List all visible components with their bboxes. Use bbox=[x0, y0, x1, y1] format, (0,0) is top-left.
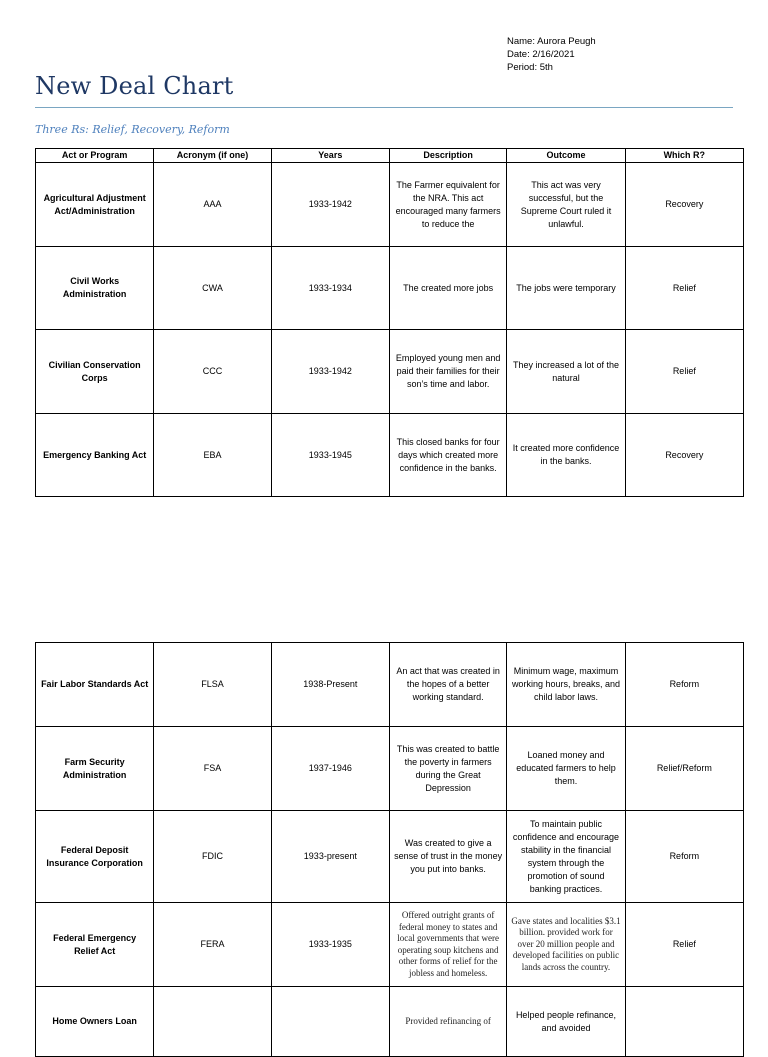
student-name: Name: Aurora Peugh bbox=[507, 36, 596, 47]
act-years: 1938-Present bbox=[271, 643, 389, 727]
act-name: Federal Deposit Insurance Corporation bbox=[36, 811, 154, 903]
act-years: 1933-present bbox=[271, 811, 389, 903]
table-row bbox=[36, 247, 744, 330]
act-outcome: To maintain public confidence and encourage stability in the financial system through the promotion of sound banking practices. bbox=[507, 811, 625, 903]
act-years bbox=[271, 987, 389, 1057]
act-outcome: They increased a lot of the natural bbox=[507, 330, 625, 414]
act-outcome: Gave states and localities $3.1 billion. provided work for over 20 million people and developed facilities on public lands across the country. bbox=[507, 903, 625, 987]
act-years: 1933-1934 bbox=[271, 247, 389, 330]
act-name: Civilian Conservation Corps bbox=[36, 330, 154, 414]
table-header-row bbox=[36, 149, 744, 163]
act-acronym: FLSA bbox=[154, 643, 271, 727]
table-row bbox=[36, 163, 744, 247]
act-name: Farm Security Administration bbox=[36, 727, 154, 811]
act-which-r: Recovery bbox=[625, 414, 743, 497]
act-description: Offered outright grants of federal money to states and local governments that were operating soup kitchens and other forms of relief for the jobless and homeless. bbox=[389, 903, 506, 987]
table-row bbox=[36, 727, 744, 811]
act-years: 1933-1942 bbox=[271, 330, 389, 414]
header-outcome: Outcome bbox=[507, 149, 625, 163]
act-description: The created more jobs bbox=[389, 247, 506, 330]
act-outcome: Helped people refinance, and avoided bbox=[507, 987, 625, 1057]
act-which-r: Relief bbox=[625, 247, 743, 330]
act-years: 1933-1942 bbox=[271, 163, 389, 247]
new-deal-table-page-2 bbox=[35, 642, 744, 1057]
student-period: Period: 5th bbox=[507, 62, 553, 73]
act-acronym: EBA bbox=[154, 414, 271, 497]
act-acronym: FERA bbox=[154, 903, 271, 987]
act-acronym: FDIC bbox=[154, 811, 271, 903]
table-row bbox=[36, 903, 744, 987]
act-acronym: CCC bbox=[154, 330, 271, 414]
table-row bbox=[36, 414, 744, 497]
act-name: Fair Labor Standards Act bbox=[36, 643, 154, 727]
act-which-r bbox=[625, 987, 743, 1057]
act-description: Provided refinancing of bbox=[389, 987, 506, 1057]
header-description: Description bbox=[389, 149, 506, 163]
student-info bbox=[507, 35, 596, 74]
act-outcome: Loaned money and educated farmers to help them. bbox=[507, 727, 625, 811]
act-acronym: AAA bbox=[154, 163, 271, 247]
header-act-or-program: Act or Program bbox=[36, 149, 154, 163]
act-years: 1933-1945 bbox=[271, 414, 389, 497]
act-name: Civil Works Administration bbox=[36, 247, 154, 330]
act-outcome: This act was very successful, but the Supreme Court ruled it unlawful. bbox=[507, 163, 625, 247]
act-which-r: Reform bbox=[625, 811, 743, 903]
act-acronym bbox=[154, 987, 271, 1057]
table-row bbox=[36, 987, 744, 1057]
header-which-r: Which R? bbox=[625, 149, 743, 163]
act-outcome: It created more confidence in the banks. bbox=[507, 414, 625, 497]
act-description: The Farmer equivalent for the NRA. This act encouraged many farmers to reduce the bbox=[389, 163, 506, 247]
act-description: Was created to give a sense of trust in the money you put into banks. bbox=[389, 811, 506, 903]
header-years: Years bbox=[271, 149, 389, 163]
act-name: Home Owners Loan bbox=[36, 987, 154, 1057]
table-row bbox=[36, 643, 744, 727]
act-name: Emergency Banking Act bbox=[36, 414, 154, 497]
act-name: Agricultural Adjustment Act/Administration bbox=[36, 163, 154, 247]
document-title: New Deal Chart bbox=[35, 72, 234, 100]
act-acronym: CWA bbox=[154, 247, 271, 330]
act-name: Federal Emergency Relief Act bbox=[36, 903, 154, 987]
act-which-r: Relief/Reform bbox=[625, 727, 743, 811]
header-acronym: Acronym (if one) bbox=[154, 149, 271, 163]
act-outcome: Minimum wage, maximum working hours, breaks, and child labor laws. bbox=[507, 643, 625, 727]
act-description: This was created to battle the poverty in farmers during the Great Depression bbox=[389, 727, 506, 811]
table-row bbox=[36, 330, 744, 414]
act-description: This closed banks for four days which created more confidence in the banks. bbox=[389, 414, 506, 497]
table-row bbox=[36, 811, 744, 903]
act-description: An act that was created in the hopes of a better working standard. bbox=[389, 643, 506, 727]
act-description: Employed young men and paid their families for their son’s time and labor. bbox=[389, 330, 506, 414]
act-which-r: Relief bbox=[625, 903, 743, 987]
document-subtitle: Three Rs: Relief, Recovery, Reform bbox=[35, 123, 230, 136]
act-which-r: Reform bbox=[625, 643, 743, 727]
act-which-r: Recovery bbox=[625, 163, 743, 247]
new-deal-table-page-1 bbox=[35, 148, 744, 497]
act-years: 1937-1946 bbox=[271, 727, 389, 811]
title-divider bbox=[35, 107, 733, 108]
act-acronym: FSA bbox=[154, 727, 271, 811]
act-years: 1933-1935 bbox=[271, 903, 389, 987]
student-date: Date: 2/16/2021 bbox=[507, 49, 575, 60]
act-which-r: Relief bbox=[625, 330, 743, 414]
act-outcome: The jobs were temporary bbox=[507, 247, 625, 330]
